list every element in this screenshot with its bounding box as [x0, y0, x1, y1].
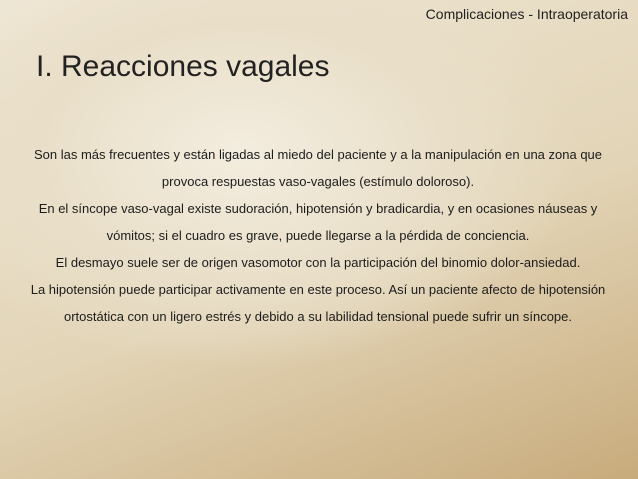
paragraph-symptoms: En el síncope vaso-vagal existe sudoración, hipotensión y bradicardia, y en ocasiones náuseas y vómitos; si el cuadro es grave, puede llegarse a la pérdida de conciencia. [38, 201, 598, 243]
slide-title: I. Reacciones vagales [36, 50, 330, 83]
paragraph-frequency: Son las más frecuentes y están ligadas al miedo del paciente y a la manipulación en una zona que provoca respuestas vaso-vagales (estímulo doloroso). [33, 147, 603, 189]
paragraph-fainting: El desmayo suele ser de origen vasomotor con la participación del binomio dolor-ansiedad. [55, 255, 581, 270]
section-header-label: Complicaciones - Intraoperatoria [425, 6, 628, 22]
paragraph-hypotension: La hipotensión puede participar activamente en este proceso. Así un paciente afecto de hipotensión ortostática con un ligero estrés y debido a su labilidad tensional puede sufrir un síncope. [30, 282, 606, 324]
slide-body [28, 141, 608, 330]
